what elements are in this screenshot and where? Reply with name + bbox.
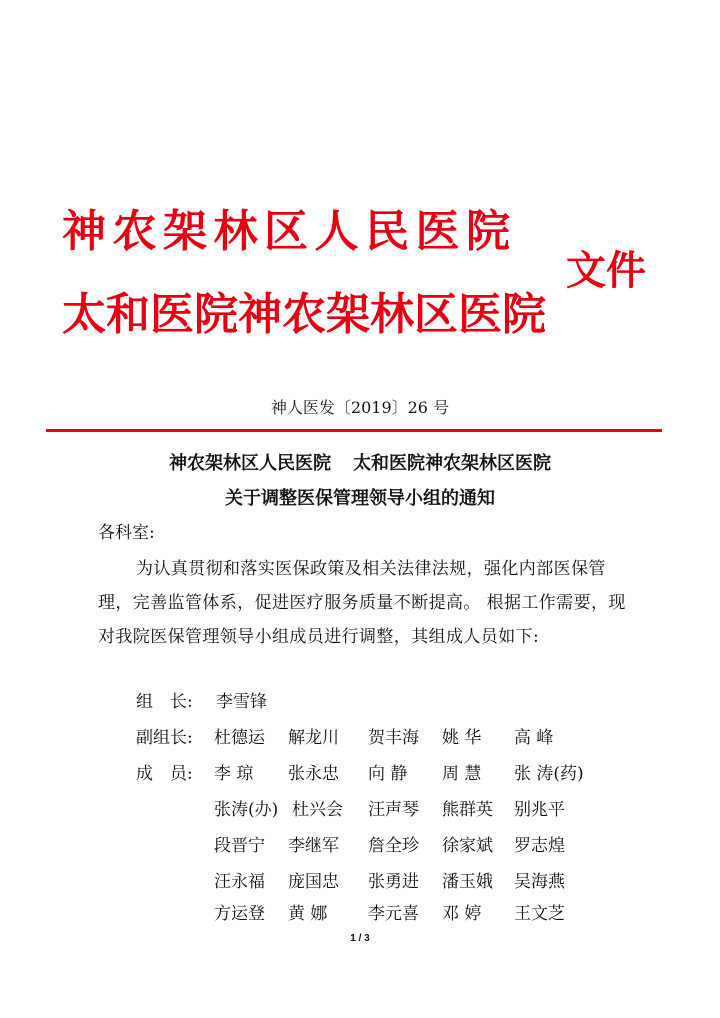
member-name: 汪声琴 — [368, 800, 419, 820]
notice-title-line-2: 关于调整医保管理领导小组的通知 — [225, 488, 495, 509]
member-name: 张 涛(药) — [514, 764, 584, 784]
title-org-2: 太和医院神农架林区医院 — [353, 453, 551, 474]
member-name: 张涛(办) — [214, 800, 279, 820]
leader-name: 李雪锋 — [216, 692, 267, 712]
deputy-name: 解龙川 — [288, 728, 339, 748]
deputy-name: 姚 华 — [442, 728, 482, 748]
member-name: 李 琼 — [214, 764, 254, 784]
member-name: 向 静 — [368, 764, 408, 784]
issuer-org-2: 太和医院神农架林区医院 — [62, 289, 546, 340]
member-name: 李元喜 — [368, 904, 419, 924]
title-org-1: 神农架林区人民医院 — [169, 453, 331, 474]
body-paragraph — [98, 552, 628, 654]
member-name: 张勇进 — [368, 872, 419, 892]
salutation: 各科室: — [98, 523, 155, 543]
document-number: 神人医发〔2019〕26 号 — [270, 398, 450, 417]
red-divider — [46, 429, 662, 432]
deputy-name: 杜德运 — [214, 728, 265, 748]
member-name: 黄 娜 — [288, 904, 328, 924]
member-name: 王文芝 — [514, 904, 565, 924]
member-name: 张永忠 — [288, 764, 339, 784]
page-number: 1 / 3 — [350, 933, 370, 944]
member-name: 杜兴会 — [292, 800, 343, 820]
member-name: 别兆平 — [514, 800, 565, 820]
leader-label: 组 长: — [136, 692, 193, 712]
member-label: 成 员: — [136, 764, 193, 784]
body-paragraph-text: 为认真贯彻和落实医保政策及相关法律法规，强化内部医保管理，完善监管体系，促进医疗服务质量不断提高。 根据工作需要，现对我院医保管理领导小组成员进行调整，其组成人员如下: — [98, 559, 626, 647]
document-suffix: 文件 — [566, 247, 646, 294]
member-name: 吴海燕 — [514, 872, 565, 892]
member-name: 熊群英 — [442, 800, 493, 820]
member-name: 詹全珍 — [368, 836, 419, 856]
member-name: 邓 婷 — [442, 904, 482, 924]
deputy-label: 副组长: — [136, 728, 193, 748]
member-name: 李继军 — [288, 836, 339, 856]
issuer-org-1: 神农架林区人民医院 — [62, 206, 517, 257]
member-name: 段晋宁 — [214, 836, 265, 856]
member-name: 罗志煌 — [514, 836, 565, 856]
member-name: 庞国忠 — [288, 872, 339, 892]
notice-title-line-1 — [0, 452, 720, 476]
member-name: 周 慧 — [442, 764, 482, 784]
member-name: 徐家斌 — [442, 836, 493, 856]
member-name: 方运登 — [214, 904, 265, 924]
member-name: 汪永福 — [214, 872, 265, 892]
deputy-name: 贺丰海 — [368, 728, 419, 748]
deputy-name: 高 峰 — [514, 728, 554, 748]
member-name: 潘玉娥 — [442, 872, 493, 892]
